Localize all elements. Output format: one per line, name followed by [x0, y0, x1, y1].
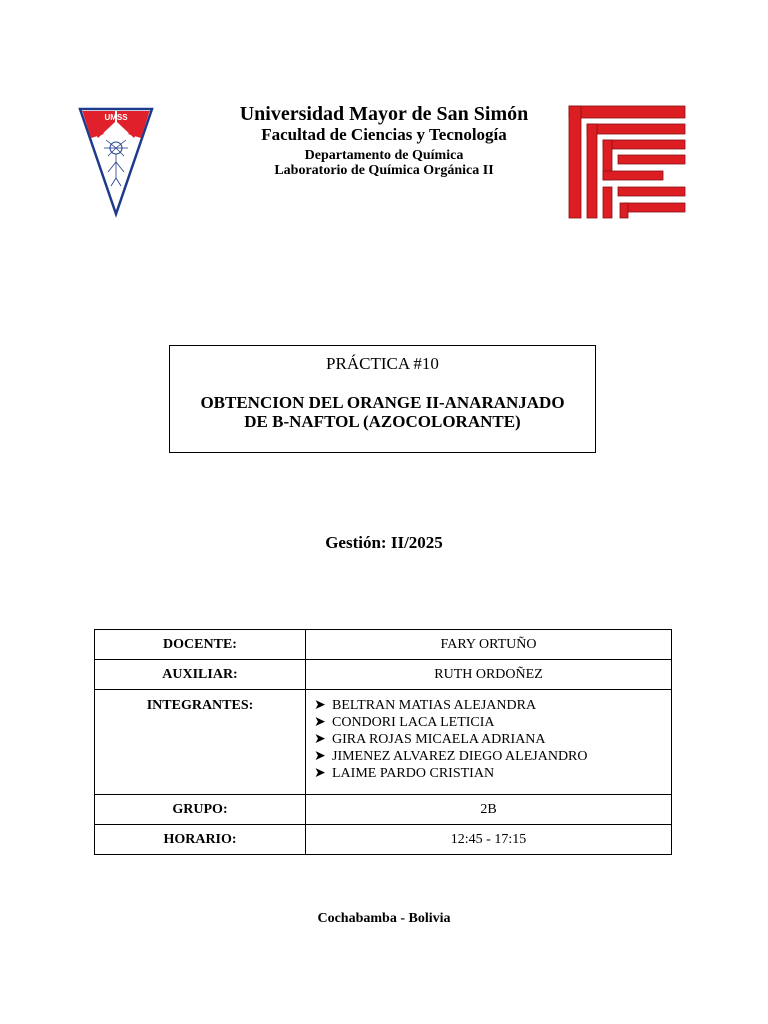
member-name: GIRA ROJAS MICAELA ADRIANA — [332, 732, 546, 747]
info-table — [94, 629, 672, 855]
auxiliar-value: RUTH ORDOÑEZ — [306, 660, 672, 690]
arrow-bullet-icon: ➤ — [314, 732, 326, 747]
member-name: LAIME PARDO CRISTIAN — [332, 766, 495, 781]
list-item — [314, 748, 671, 765]
location-footer: Cochabamba - Bolivia — [317, 911, 451, 926]
practice-title-line-2: DE B-NAFTOL (AZOCOLORANTE) — [244, 411, 521, 431]
practice-title — [180, 394, 585, 431]
laboratory-name: Laboratorio de Química Orgánica II — [274, 163, 494, 179]
list-item — [314, 697, 671, 714]
department-name: Departamento de Química — [304, 147, 464, 163]
document-header — [170, 103, 598, 178]
member-name: CONDORI LACA LETICIA — [332, 715, 495, 730]
list-item — [314, 731, 671, 748]
gestion-label: Gestión: II/2025 — [325, 533, 443, 552]
faculty-name: Facultad de Ciencias y Tecnología — [261, 125, 507, 144]
auxiliar-label: AUXILIAR: — [95, 660, 306, 690]
table-row-docente — [95, 630, 672, 660]
member-name: JIMENEZ ALVAREZ DIEGO ALEJANDRO — [332, 749, 588, 764]
table-row-horario — [95, 825, 672, 855]
practice-title-line-1: OBTENCION DEL ORANGE II-ANARANJADO — [200, 393, 565, 412]
practice-number: PRÁCTICA #10 — [326, 354, 439, 373]
umss-logo — [78, 106, 154, 218]
horario-label: HORARIO: — [95, 825, 306, 855]
arrow-bullet-icon: ➤ — [314, 715, 326, 730]
arrow-bullet-icon: ➤ — [314, 698, 326, 713]
umss-logo-text: UMSS — [104, 113, 128, 122]
grupo-value: 2B — [306, 795, 672, 825]
university-name: Universidad Mayor de San Simón — [239, 103, 529, 125]
table-row-grupo — [95, 795, 672, 825]
practice-title-box — [169, 345, 596, 453]
horario-value: 12:45 - 17:15 — [306, 825, 672, 855]
grupo-label: GRUPO: — [95, 795, 306, 825]
docente-label: DOCENTE: — [95, 630, 306, 660]
integrantes-list — [306, 690, 672, 795]
table-row-integrantes — [95, 690, 672, 795]
table-row-auxiliar — [95, 660, 672, 690]
integrantes-label: INTEGRANTES: — [95, 690, 306, 795]
list-item — [314, 765, 671, 782]
arrow-bullet-icon: ➤ — [314, 749, 326, 764]
fcyt-logo — [568, 105, 686, 219]
arrow-bullet-icon: ➤ — [314, 766, 326, 781]
docente-value: FARY ORTUÑO — [306, 630, 672, 660]
list-item — [314, 714, 671, 731]
member-name: BELTRAN MATIAS ALEJANDRA — [332, 698, 537, 713]
